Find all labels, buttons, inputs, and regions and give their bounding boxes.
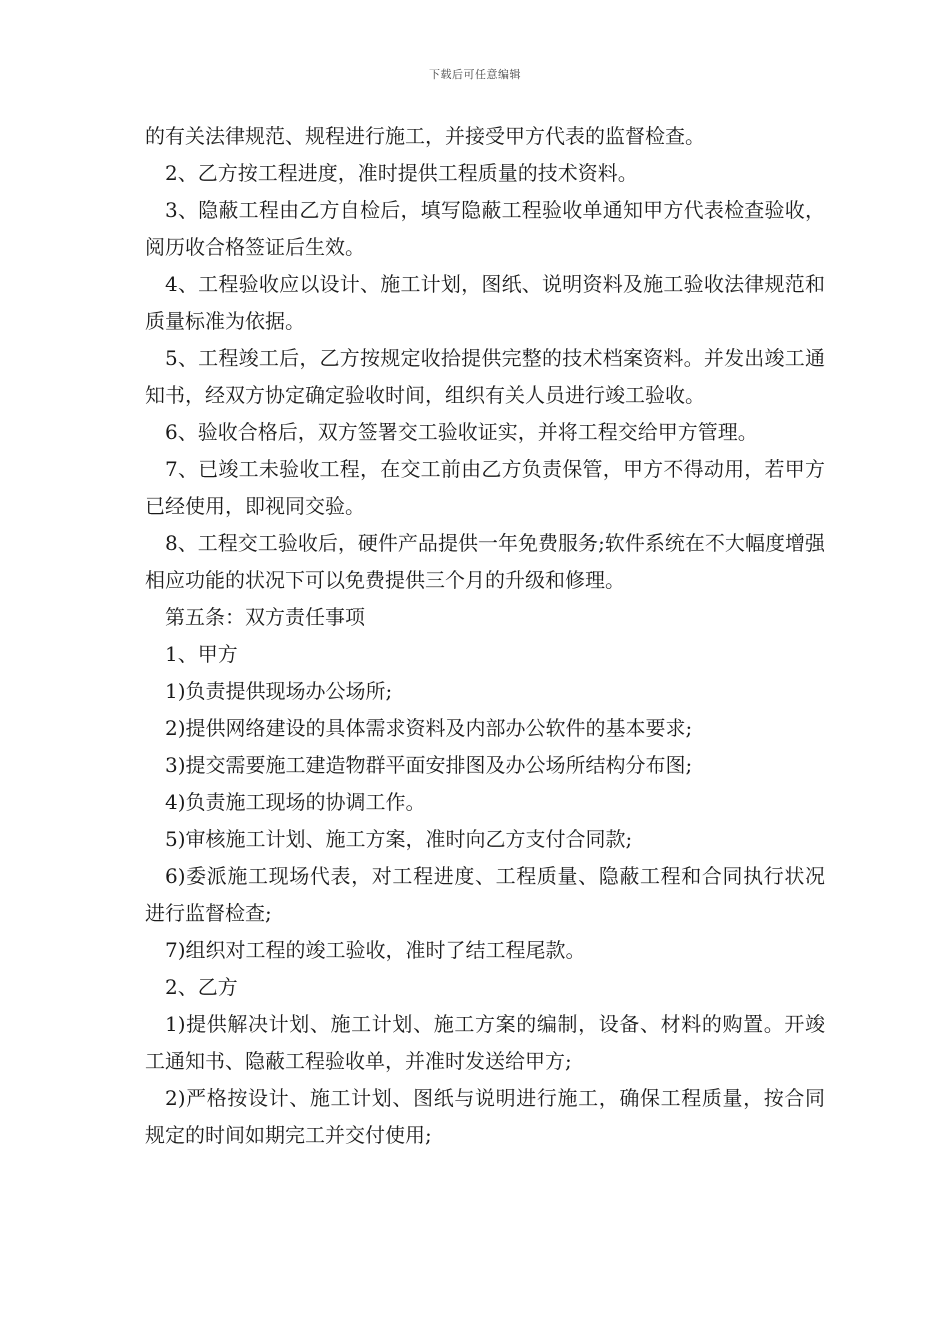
paragraph-item-5: 5、工程竣工后，乙方按规定收拾提供完整的技术档案资料。并发出竣工通知书，经双方协定确定验收时间，组织有关人员进行竣工验收。 <box>145 346 825 407</box>
subsection-party-b: 2、乙方 <box>165 975 238 999</box>
party-b-duty-2: 2)严格按设计、施工计划、图纸与说明进行施工，确保工程质量，按合同规定的时间如期完工并交付使用; <box>145 1086 825 1147</box>
paragraph-continuation: 的有关法律规范、规程进行施工，并接受甲方代表的监督检查。 <box>145 124 705 148</box>
paragraph-item-7: 7、已竣工未验收工程，在交工前由乙方负责保管，甲方不得动用，若甲方已经使用，即视同交验。 <box>145 457 825 518</box>
party-a-duty-7: 7)组织对工程的竣工验收，准时了结工程尾款。 <box>165 938 586 962</box>
paragraph-item-4: 4、工程验收应以设计、施工计划，图纸、说明资料及施工验收法律规范和质量标准为依据。 <box>145 272 825 333</box>
document-body <box>145 118 825 1154</box>
paragraph-item-8: 8、工程交工验收后，硬件产品提供一年免费服务;软件系统在不大幅度增强相应功能的状况下可以免费提供三个月的升级和修理。 <box>145 531 825 592</box>
party-a-duty-3: 3)提交需要施工建造物群平面安排图及办公场所结构分布图; <box>165 753 693 777</box>
party-a-duty-4: 4)负责施工现场的协调工作。 <box>165 790 426 814</box>
party-a-duty-1: 1)负责提供现场办公场所; <box>165 679 393 703</box>
subsection-party-a: 1、甲方 <box>165 642 238 666</box>
party-b-duty-1: 1)提供解决计划、施工计划、施工方案的编制，设备、材料的购置。开竣工通知书、隐蔽工程验收单，并准时发送给甲方; <box>145 1012 825 1073</box>
party-a-duty-6: 6)委派施工现场代表，对工程进度、工程质量、隐蔽工程和合同执行状况进行监督检查; <box>145 864 825 925</box>
page-header: 下载后可任意编辑 <box>429 68 521 81</box>
section-heading-article-5: 第五条：双方责任事项 <box>165 605 365 629</box>
paragraph-item-2: 2、乙方按工程进度，准时提供工程质量的技术资料。 <box>165 161 638 185</box>
party-a-duty-5: 5)审核施工计划、施工方案，准时向乙方支付合同款; <box>165 827 633 851</box>
party-a-duty-2: 2)提供网络建设的具体需求资料及内部办公软件的基本要求; <box>165 716 693 740</box>
paragraph-item-3: 3、隐蔽工程由乙方自检后，填写隐蔽工程验收单通知甲方代表检查验收，阅历收合格签证后生效。 <box>145 198 825 259</box>
paragraph-item-6: 6、验收合格后，双方签署交工验收证实，并将工程交给甲方管理。 <box>165 420 758 444</box>
